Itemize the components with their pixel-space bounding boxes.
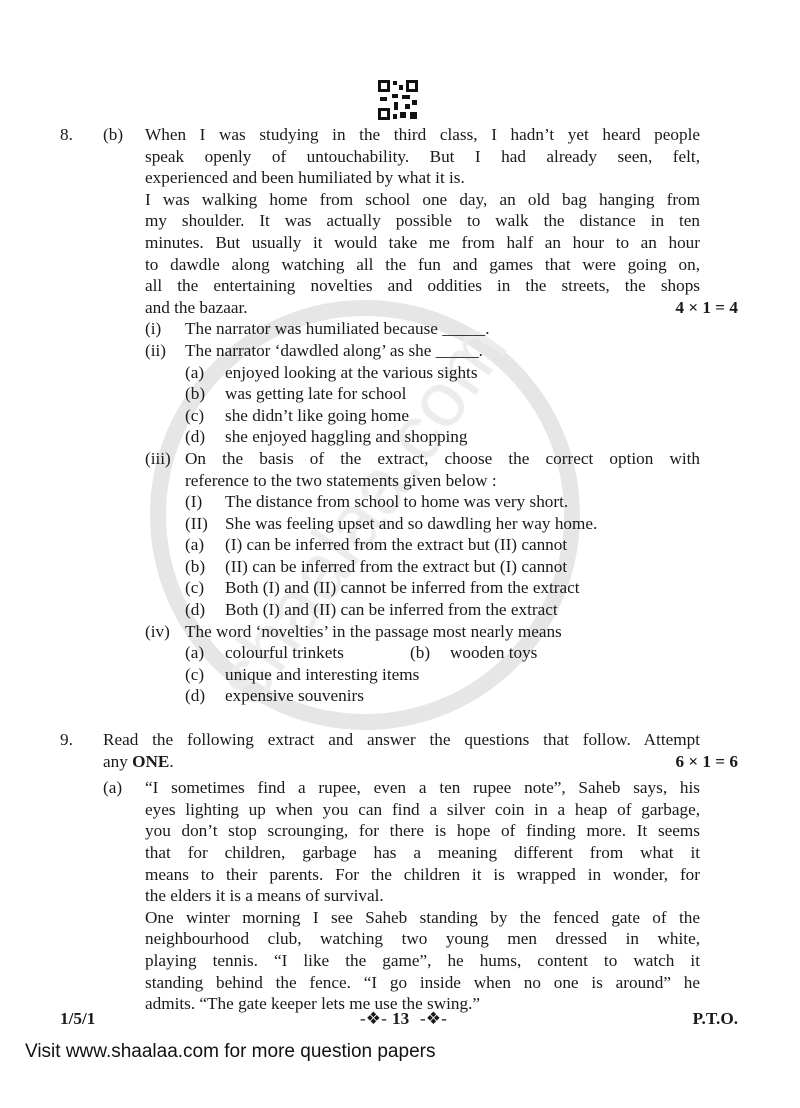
question-part: (b) (103, 125, 124, 144)
passage-line: “I sometimes find a rupee, even a ten rupee note”, Saheb says, his (145, 778, 700, 798)
text-line (0, 318, 800, 340)
text-line (0, 232, 800, 254)
subquestion-label: (iv) (145, 621, 170, 641)
subquestion-label: (i) (145, 319, 162, 339)
statement-label: (I) (185, 492, 203, 512)
text-line (0, 254, 800, 276)
option-label: (d) (185, 600, 206, 620)
option-label: (b) (410, 643, 431, 663)
visit-link-text[interactable]: Visit www.shaalaa.com for more question papers (25, 1041, 436, 1062)
passage-line: speak openly of untouchability. But I had already seen, felt, (145, 146, 700, 166)
text-line (0, 885, 800, 907)
option-label: (a) (185, 535, 205, 555)
text-line (0, 405, 800, 427)
subquestion-text: On the basis of the extract, choose the correct option with (185, 448, 700, 468)
text-line (0, 799, 800, 821)
text-line (0, 928, 800, 950)
text-line (0, 210, 800, 232)
page-number: 13 (392, 1009, 410, 1028)
text-line (0, 729, 800, 751)
subquestion-text: The narrator was humiliated because _____. (185, 319, 490, 339)
option-text: she enjoyed haggling and shopping (225, 427, 468, 447)
qr-code-icon (378, 80, 418, 120)
question-number: 9. (60, 730, 73, 750)
exam-content (0, 124, 800, 1015)
text-line (0, 950, 800, 972)
option-label: (b) (185, 384, 206, 404)
option-text: unique and interesting items (225, 664, 420, 684)
option-text: was getting late for school (225, 384, 407, 404)
subquestion-text: reference to the two statements given below : (185, 470, 497, 490)
paper-code: 1/5/1 (60, 1009, 96, 1028)
text-line (0, 534, 800, 556)
text-line (0, 491, 800, 513)
page-footer (0, 1009, 800, 1031)
passage-line: eyes lighting up when you can find a silver coin in a heap of garbage, (145, 799, 700, 819)
text-line (0, 448, 800, 470)
passage-line: the elders it is a means of survival. (145, 886, 384, 906)
option-label: (c) (185, 405, 205, 425)
option-label: (a) (185, 643, 205, 663)
page-ornament-right: -❖- (420, 1009, 447, 1028)
statement-text: The distance from school to home was very short. (225, 492, 569, 512)
text-line (0, 556, 800, 578)
option-label: (c) (185, 664, 205, 684)
option-label: (b) (185, 556, 206, 576)
option-text: Both (I) and (II) can be inferred from the extract (225, 600, 558, 620)
text-line (0, 907, 800, 929)
text-line (0, 167, 800, 189)
option-text: wooden toys (450, 643, 538, 663)
text-line (0, 642, 800, 664)
text-line (0, 297, 800, 319)
page-ornament-left: -❖- (360, 1009, 387, 1028)
text-line (0, 124, 800, 146)
question-number: 8. (60, 125, 73, 144)
question-intro: Read the following extract and answer the questions that follow. Attempt (103, 730, 700, 750)
subquestion-label: (iii) (145, 448, 171, 468)
text-line (0, 842, 800, 864)
text-line (0, 599, 800, 621)
passage-line: One winter morning I see Saheb standing by the fenced gate of the (145, 907, 700, 927)
pto-label: P.T.O. (692, 1009, 738, 1028)
text-line (0, 751, 800, 773)
option-label: (c) (185, 578, 205, 598)
option-label: (d) (185, 686, 206, 706)
passage-line: all the entertaining novelties and oddities in the streets, the shops (145, 276, 700, 296)
passage-line: you don’t stop scrounging, for there is hope of finding more. It seems (145, 821, 700, 841)
passage-line: When I was studying in the third class, I hadn’t yet heard people (145, 125, 700, 144)
option-label: (d) (185, 427, 206, 447)
passage-line: to dawdle along watching all the fun and games that were going on, (145, 254, 700, 274)
passage-line: admits. “The gate keeper lets me use the swing.” (145, 994, 481, 1014)
intro-bold: ONE (132, 751, 170, 771)
passage-line: I was walking home from school one day, an old bag hanging from (145, 189, 700, 209)
passage-line: my shoulder. It was actually possible to walk the distance in ten (145, 211, 700, 231)
passage-line: minutes. But usually it would take me from half an hour to an hour (145, 232, 700, 252)
passage-line: and the bazaar. (145, 297, 248, 317)
text-line (0, 275, 800, 297)
intro-prefix: any (103, 751, 128, 771)
passage-line: experienced and been humiliated by what it is. (145, 168, 465, 188)
passage-line: that for children, garbage has a meaning different from what it (145, 843, 700, 862)
option-text: (II) can be inferred from the extract but (I) cannot (225, 556, 568, 576)
text-line (0, 189, 800, 211)
option-text: Both (I) and (II) cannot be inferred from the extract (225, 578, 580, 598)
text-line (0, 470, 800, 492)
marks-label: 4 × 1 = 4 (675, 297, 738, 317)
text-line (0, 777, 800, 799)
subquestion-label: (ii) (145, 340, 166, 360)
passage-line: neighbourhood club, watching two young men dressed in white, (145, 929, 700, 949)
text-line (0, 577, 800, 599)
text-line (0, 621, 800, 643)
option-text: she didn’t like going home (225, 405, 409, 425)
text-line (0, 685, 800, 707)
option-text: enjoyed looking at the various sights (225, 362, 478, 382)
option-text: colourful trinkets (225, 643, 344, 663)
statement-text: She was feeling upset and so dawdling her way home. (225, 513, 598, 533)
text-line (0, 340, 800, 362)
text-line (0, 513, 800, 535)
passage-line: standing behind the fence. “I go inside when no one is around” he (145, 972, 700, 992)
text-line (0, 146, 800, 168)
text-line (0, 820, 800, 842)
text-line (0, 972, 800, 994)
text-line (0, 426, 800, 448)
text-line (0, 362, 800, 384)
question-part: (a) (103, 778, 123, 798)
text-line (0, 864, 800, 886)
passage-line: playing tennis. “I like the game”, he hums, content to watch it (145, 950, 700, 970)
statement-label: (II) (185, 513, 208, 533)
option-text: (I) can be inferred from the extract but (II) cannot (225, 535, 568, 555)
subquestion-text: The narrator ‘dawdled along’ as she _____. (185, 340, 483, 360)
subquestion-text: The word ‘novelties’ in the passage most nearly means (185, 621, 562, 641)
option-label: (a) (185, 362, 205, 382)
passage-line: means to their parents. For the children it is wrapped in wonder, for (145, 864, 700, 884)
text-line (0, 664, 800, 686)
option-text: expensive souvenirs (225, 686, 364, 706)
question-intro-line2 (103, 751, 174, 773)
marks-label: 6 × 1 = 6 (675, 751, 738, 771)
text-line (0, 383, 800, 405)
intro-suffix: . (169, 751, 174, 771)
